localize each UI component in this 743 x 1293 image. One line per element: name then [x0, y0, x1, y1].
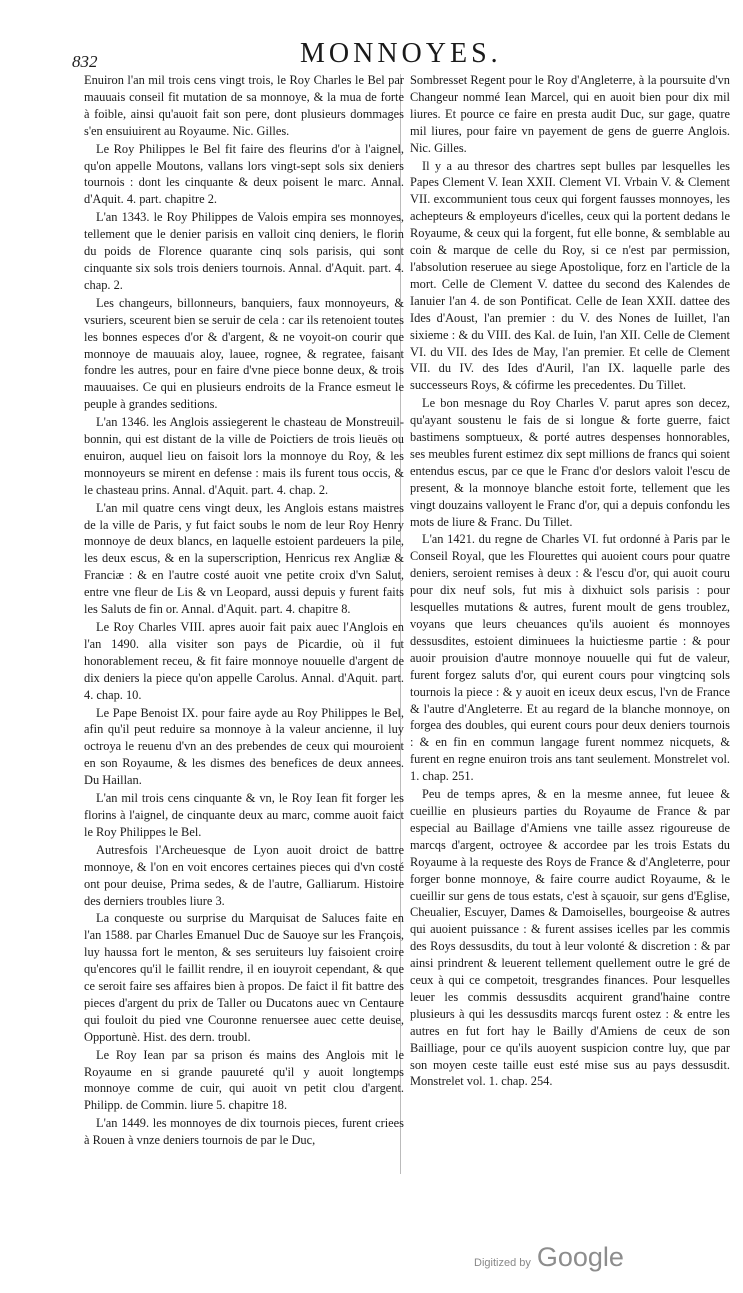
- paragraph: L'an mil trois cens cinquante & vn, le Roy Iean fit forger les florins à l'aignel, de cinquante deux au marc, comme auoit faict le Roy Philippes le Bel.: [84, 791, 404, 839]
- right-column: [410, 72, 730, 1091]
- paragraph: L'an mil quatre cens vingt deux, les Anglois estans maistres de la ville de Paris, y fut faict soubs le nom de leur Roy Henry monnoye de deux blancs, en laquelle estoient pardeuers la pile, les deux escus, & en la superscription, Henricus rex Angliæ & Franciæ : & en l'autre costé auoit vne petite croix d'vn Salut, entre vne fleur de Lis & vn Leopard, aussi depuis y furent faits les Saluts de fin or. Annal. d'Aquit. part. 4. chapitre 8.: [84, 500, 404, 617]
- paragraph: Les changeurs, billonneurs, banquiers, faux monnoyeurs, & vsuriers, sceurent bien se seruir de cela : car ils retenoient toutes les bonnes especes d'or & d'argent, & ne voyoit-on courir que monnoye de mauuais aloy, lauee, rognee, & regratee, faisant fondre les autres, pour en faire d'vne piece bonne deux, & trois mauuaises. Ce qui en plusieurs endroits de la France esmeut le peuple à grandes seditions.: [84, 295, 404, 412]
- page-number: 832: [72, 52, 98, 71]
- paragraph: Peu de temps apres, & en la mesme annee, fut leuee & cueillie en plusieurs parties du Royaume de France & par especial au Baillage d'Amiens vne taille assez rigoureuse de marcqs d'argent, octroyee & accordee par les trois Estats du Royaume à la requeste des Roys de France & d'Angleterre, pour forger bonne monnoye, & faire courre audict Royaume, & le cueillir sur gens de tous estats, c'est à sçauoir, sur gens d'Eglise, Cheualier, Escuyer, Dames & Damoiselles, bourgeoise & autres qui auoient puissance : & furent assises icelles par les commis des Roys dessusdits, du tout à leur volonté & discretion : & par ainsi prindrent & leuerent tellement quellement outre le gré de ceux à qui ce competoit, tresgrandes finances. Pour lesquelles leuer les commis dessusdits acquirent grand'haine contre plusieurs à qui les dessusdits marcqs furent ostez : & entre les autres en fut fort hay le Bailly d'Amiens de ceux de son Bailliage, pour ce qu'ils auoyent suspicion contre luy, que par son moyen ceste taille eust esté mise sus au pays dessusdit. Monstrelet vol. 1. chap. 254.: [410, 787, 730, 1089]
- google-logo: Google: [536, 1242, 624, 1272]
- paragraph: L'an 1449. les monnoyes de dix tournois pieces, furent criees à Rouen à vnze deniers tournois de par le Duc,: [84, 1116, 404, 1148]
- paragraph: Il y a au thresor des chartres sept bulles par lesquelles les Papes Clement V. Iean XXII. Clement VI. Vrbain V. & Clement VII. excommunient tous ceux qui forgent fausses monnoyes, les achepteurs & employeurs d'icelles, ceux qui la portent dedans le Royaume, & ceux qui la forgent, fut elle bonne, & semblable au coin & marque de celle du Roy, si ce n'est par permission, l'absolution reseruee au siege Apostolique, forz en l'article de la mort. Celle de Clement V. dattee du second des Kalendes de Ianuier l'an 4. de son Pontificat. Celle de Iean XXII. dattee des Ides d'Aoust, l'an premier : du V. des Nones de Iuillet, l'an sixieme : & du VIII. des Kal. de Iuin, l'an XII. Celle de Clement VI. du VII. des Ides de May, l'an premier. Et celle de Clement VII. du IV. des Ides d'Auril, l'an IX. laquelle parle des successeurs Roys, & cófirme les precedentes. Du Tillet.: [410, 158, 730, 393]
- paragraph: Le Roy Iean par sa prison és mains des Anglois mit le Royaume en si grande pauureté qu'il y auoit longtemps monnoye comme de cuir, qui auoit vn petit clou d'argent. Philipp. de Commin. liure 5. chapitre 18.: [84, 1047, 404, 1113]
- paragraph: La conqueste ou surprise du Marquisat de Saluces faite en l'an 1588. par Charles Emanuel Duc de Sauoye sur les François, luy haussa fort le menton, & ses seruiteurs luy faisoient croire qu'encores qu'il le faillit rendre, il en iouyroit cependant, & que ce seroit faire ses affaires bien à propos. De faict il fit battre des pieces d'argent du prix de Taller ou Ducatons auec vn Centaure qui fouloit du pied vne Couronne renuersee auec cette deuise, Opportunè. Hist. des dern. troubl.: [84, 911, 404, 1044]
- paragraph: L'an 1421. du regne de Charles VI. fut ordonné à Paris par le Conseil Royal, que les Flourettes qui auoient cours pour quatre deniers, seroient remises à deux : & l'escu d'or, qui auoit couru pour dix neuf sols, fut mis à dixhuict sols parisis : pour lesquelles mutations & autres, furent moult de gens troublez, voyans que leurs cheuances qu'ils auoient és monnoyes dessusdites, estoient diminuees la huictiesme partie : & pour auoir prouision d'autre monnoye nouuelle qui fut de valeur, furent forgez saluts d'or, qui eurent cours pour vingtcinq sols tournois la piece : & y auoit en iceux deux escus, l'vn de France & l'autre d'Angleterre. Et au regard de la blanche monnoye, on forgea des doubles, qui eurent cours pour deux deniers tournois : & en fin en commun langage furent nommez nicquets, & furent en regne enuiron trois ans tant seulement. Monstrelet vol. 1. chap. 251.: [410, 532, 730, 784]
- paragraph: Autresfois l'Archeuesque de Lyon auoit droict de battre monnoye, & l'on en voit encores certaines pieces qui d'vn costé ont pour deuise, Prima sedes, & de l'autre, Galliarum. Histoire des derniers troubles liure 3.: [84, 842, 404, 908]
- left-column: [84, 72, 404, 1150]
- paragraph: Enuiron l'an mil trois cens vingt trois, le Roy Charles le Bel par mauuais conseil fit mutation de sa monnoye, & la mua de forte à foible, ainsi qu'auoit fait son pere, dont plusieurs dommages s'en ensuiuirent au Royaume. Nic. Gilles.: [84, 73, 404, 138]
- paragraph: Le Roy Philippes le Bel fit faire des fleurins d'or à l'aignel, qu'on appelle Moutons, vallans lors vingt-sept sols six deniers tournois : dont les cinquante & deux poisent le marc. Annal. d'Aquit. 4. part. chapitre 2.: [84, 141, 404, 207]
- paragraph: Le Roy Charles VIII. apres auoir fait paix auec l'Anglois en l'an 1490. alla visiter son pays de Picardie, où il fut honorablement receu, & fit faire monnoye nouuelle d'argent de dix deniers la piece qu'on appelle Carolus. Annal. d'Aquit. part. 4. chap. 10.: [84, 620, 404, 702]
- paragraph: Le bon mesnage du Roy Charles V. parut apres son decez, qu'ayant soustenu le fais de si longue & forte guerre, faict bastimens somptueux, & porté autres despenses honnorables, ses meubles furent estimez dix sept millions de francs qui soient entendus escus, par ce que le Franc d'or deslors valoit l'escu de present, & la monnoye blanche estoit forte, tellement que les vingt douzains valloyent le Franc d'or, qui a depuis confondu les mots de liure & Franc. Du Tillet.: [410, 396, 730, 529]
- running-title: MONNOYES.: [300, 38, 502, 69]
- paragraph: Sombresset Regent pour le Roy d'Angleterre, à la poursuite d'vn Changeur nommé Iean Marcel, qui en auoit bien pour dix mil liures. Et pource ce faire en presta audit Duc, sur gage, quatre mil liures, pour faire vn payement de gens de guerre Anglois. Nic. Gilles.: [410, 73, 730, 155]
- digitization-watermark: [474, 1242, 624, 1273]
- digitized-by-label: Digitized by: [474, 1257, 531, 1269]
- paragraph: Le Pape Benoist IX. pour faire ayde au Roy Philippes le Bel, afin qu'il peut reduire sa monnoye à la valeur ancienne, il luy octroya le reuenu d'vn an des prebendes de ceux qui mouroient en son Royaume, & les dismes des benefices de deux annees. Du Haillan.: [84, 705, 404, 788]
- page-header: [0, 38, 743, 72]
- paragraph: L'an 1346. les Anglois assiegerent le chasteau de Monstreuil-bonnin, qui est distant de la ville de Poictiers de trois lieuës ou enuiron, auquel lieu on faisoit lors la monnoye du Roy, & les monnoyeurs se mirent en defense : mais ils furent tous occis, & le chasteau prins. Annal. d'Aquit. part. 4. chap. 2.: [84, 415, 404, 497]
- paragraph: L'an 1343. le Roy Philippes de Valois empira ses monnoyes, tellement que le denier parisis en valloit cinq deniers, le florin du poids de Florence quarante cinq sols parisis, qui sont cinquante six sols trois deniers tournois. Annal. d'Aquit. part. 4. chap. 2.: [84, 210, 404, 292]
